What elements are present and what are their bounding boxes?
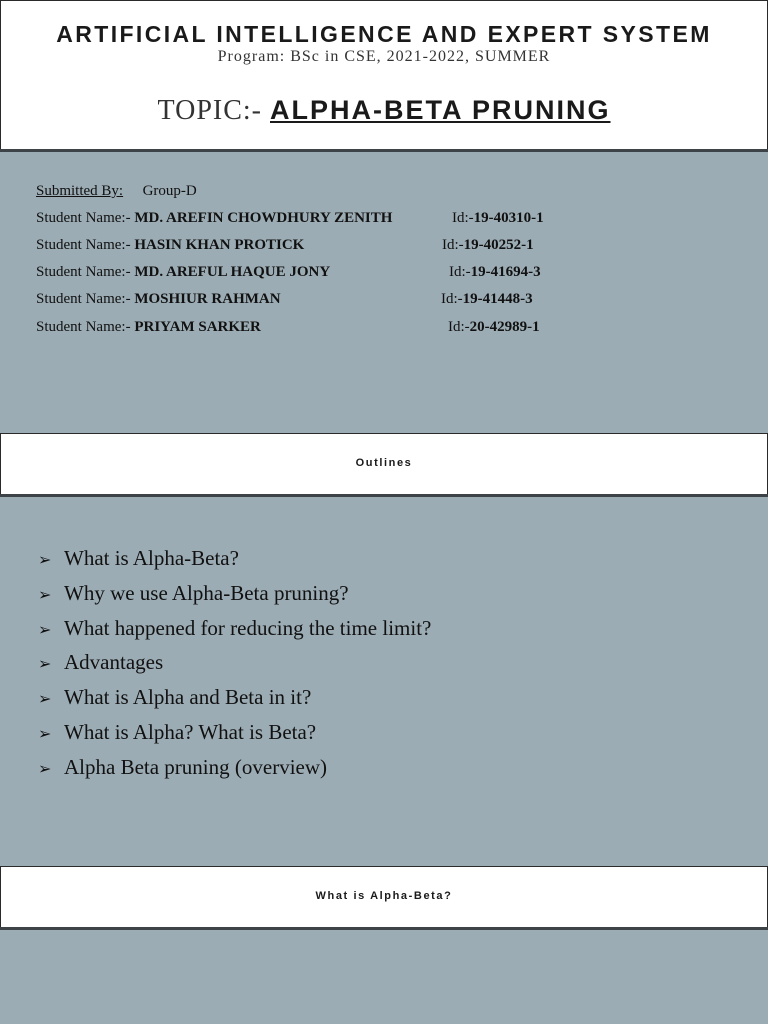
submitted-by xyxy=(36,183,197,200)
alpha-beta-slide xyxy=(0,866,768,928)
list-item: ➢ Advantages xyxy=(38,647,431,682)
student-id: Id:-19-41694-3 xyxy=(449,264,541,280)
arrow-bullet-icon: ➢ xyxy=(38,758,52,778)
student-id: Id:-19-41448-3 xyxy=(441,291,533,307)
student-name-label: Student Name:- xyxy=(36,319,135,335)
topic-line xyxy=(1,95,767,127)
list-item: ➢ What is Alpha and Beta in it? xyxy=(38,682,431,717)
student-name: PRIYAM SARKER xyxy=(134,319,261,335)
list-item: ➢ Why we use Alpha-Beta pruning? xyxy=(38,578,431,613)
student-name: MD. AREFUL HAQUE JONY xyxy=(134,264,331,280)
student-id: Id:-20-42989-1 xyxy=(448,319,540,335)
student-row xyxy=(36,264,330,281)
topic-title: ALPHA-BETA PRUNING xyxy=(270,95,611,125)
student-id: Id:-19-40310-1 xyxy=(452,210,544,226)
group-name: Group-D xyxy=(142,183,197,199)
list-item: ➢ What happened for reducing the time limit? xyxy=(38,613,431,648)
arrow-bullet-icon: ➢ xyxy=(38,689,52,709)
arrow-bullet-icon: ➢ xyxy=(38,619,52,639)
student-row xyxy=(36,291,281,308)
student-name: MD. AREFIN CHOWDHURY ZENITH xyxy=(134,210,393,226)
outline-list xyxy=(38,543,431,787)
student-id: Id:-19-40252-1 xyxy=(442,237,534,253)
list-item: ➢ What is Alpha-Beta? xyxy=(38,543,431,578)
student-row xyxy=(36,210,392,227)
list-item: ➢ What is Alpha? What is Beta? xyxy=(38,717,431,752)
submitted-by-label: Submitted By: xyxy=(36,183,124,199)
outlines-title: Outlines xyxy=(355,457,413,469)
topic-prefix: TOPIC:- xyxy=(157,95,270,126)
student-name: MOSHIUR RAHMAN xyxy=(134,291,281,307)
student-name-label: Student Name:- xyxy=(36,237,135,253)
list-item: ➢ Alpha Beta pruning (overview) xyxy=(38,752,431,787)
divider xyxy=(0,927,768,930)
alpha-beta-title: What is Alpha-Beta? xyxy=(315,890,453,902)
arrow-bullet-icon: ➢ xyxy=(38,550,52,569)
arrow-bullet-icon: ➢ xyxy=(38,654,52,674)
student-name-label: Student Name:- xyxy=(36,291,135,307)
outlines-slide xyxy=(0,433,768,495)
divider xyxy=(0,494,768,497)
student-row xyxy=(36,319,261,336)
student-name-label: Student Name:- xyxy=(36,210,135,226)
divider xyxy=(0,149,768,152)
student-row xyxy=(36,237,304,254)
program-line: Program: BSc in CSE, 2021-2022, SUMMER xyxy=(217,48,551,65)
course-title: ARTIFICIAL INTELLIGENCE AND EXPERT SYSTEM xyxy=(56,21,712,47)
arrow-bullet-icon: ➢ xyxy=(38,584,52,604)
arrow-bullet-icon: ➢ xyxy=(38,723,52,743)
student-name: HASIN KHAN PROTICK xyxy=(134,237,305,253)
title-slide xyxy=(0,0,768,150)
student-name-label: Student Name:- xyxy=(36,264,135,280)
